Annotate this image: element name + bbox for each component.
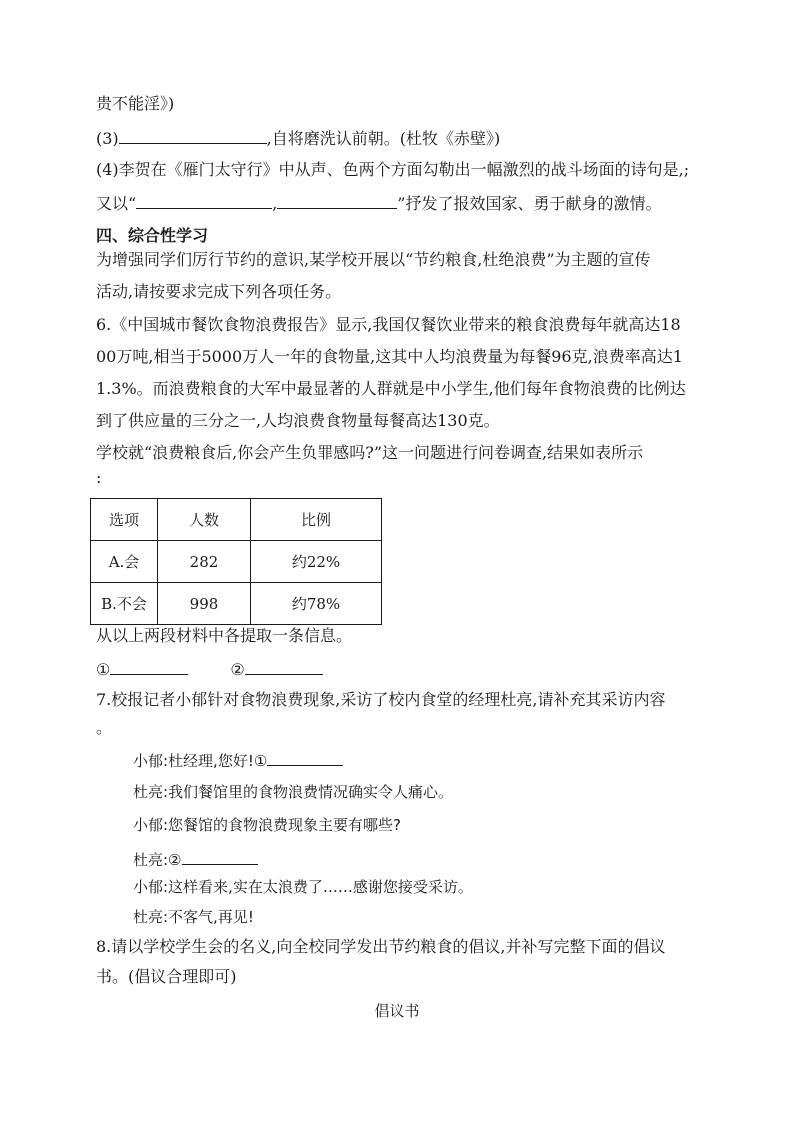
q6-line-3: 1.3%。而浪费粮食的大军中最显著的人群就是中小学生,他们每年食物浪费的比例达 — [96, 379, 686, 398]
dialog-line: 小郁:您餐馆的食物浪费现象主要有哪些? — [133, 816, 402, 834]
poem-blank-2[interactable] — [136, 192, 272, 209]
poem-line-2: (4)李贺在《雁门太守行》中从声、色两个方面勾勒出一幅激烈的战斗场面的诗句是,; — [96, 160, 690, 179]
intro-line-1: 为增强同学们厉行节约的意识,某学校开展以“节约粮食,杜绝浪费”为主题的宣传 — [96, 250, 651, 269]
dialog-blank-2[interactable] — [182, 848, 258, 865]
poem-line-3-suffix: ”抒发了报效国家、勇于献身的激情。 — [397, 194, 662, 213]
dialog-blank-1[interactable] — [267, 749, 343, 766]
poem-line-1-suffix: ,自将磨洗认前朝。(杜牧《赤壁》) — [266, 129, 501, 148]
poem-line-1-prefix: (3) — [96, 129, 119, 148]
poem-line-0: 贵不能淫》) — [96, 94, 175, 113]
extract-instruction: 从以上两段材料中各提取一条信息。 — [96, 626, 353, 645]
q7-line-2: 。 — [96, 718, 113, 737]
section-heading: 四、综合性学习 — [96, 226, 209, 245]
extract-marker-1: ① — [96, 660, 111, 679]
survey-table — [90, 498, 382, 625]
table-cell: B.不会 — [91, 583, 158, 625]
intro-line-2: 活动,请按要求完成下列各项任务。 — [96, 282, 342, 301]
table-cell: 282 — [158, 541, 251, 583]
poem-blank-1[interactable] — [119, 127, 267, 144]
table-cell: 998 — [158, 583, 251, 625]
survey-line-2: : — [96, 468, 102, 487]
table-cell: 约78% — [251, 583, 382, 625]
dialog-line: 杜亮:不客气,再见! — [133, 908, 254, 926]
dialog-line: 小郁:这样看来,实在太浪费了……感谢您接受采访。 — [133, 878, 473, 896]
q6-line-2: 00万吨,相当于5000万人一年的食物量,这其中人均浪费量为每餐96克,浪费率高达1 — [96, 347, 683, 366]
table-header-cell: 人数 — [158, 499, 251, 541]
table-header-row — [91, 499, 382, 541]
dialog-line — [133, 749, 343, 771]
q7-line-1: 7.校报记者小郁针对食物浪费现象,采访了校内食堂的经理杜亮,请补充其采访内容 — [96, 690, 666, 709]
table-row — [91, 583, 382, 625]
table-row — [91, 541, 382, 583]
table-cell: 约22% — [251, 541, 382, 583]
q6-line-1: 6.《中国城市餐饮食物浪费报告》显示,我国仅餐饮业带来的粮食浪费每年就高达18 — [96, 315, 681, 334]
q8-line-2: 书。(倡议合理即可) — [96, 967, 237, 986]
survey-line-1: 学校就“浪费粮食后,你会产生负罪感吗?”这一问题进行问卷调查,结果如表所示 — [96, 443, 644, 462]
dialog-text: 小郁:杜经理,您好!① — [133, 752, 268, 770]
poem-line-3-sep: , — [272, 194, 278, 213]
q8-line-1: 8.请以学校学生会的名义,向全校同学发出节约粮食的倡议,并补写完整下面的倡议 — [96, 937, 666, 956]
table-header-cell: 选项 — [91, 499, 158, 541]
extract-blanks — [96, 658, 323, 680]
dialog-line: 杜亮:我们餐馆里的食物浪费情况确实令人痛心。 — [133, 783, 454, 801]
dialog-text: 杜亮:② — [133, 851, 182, 869]
q6-line-4: 到了供应量的三分之一,人均浪费食物量每餐高达130克。 — [96, 411, 500, 430]
extract-blank-1[interactable] — [110, 658, 188, 675]
proposal-title: 倡议书 — [374, 1002, 420, 1020]
extract-blank-2[interactable] — [245, 658, 323, 675]
table-header-cell: 比例 — [251, 499, 382, 541]
poem-line-1 — [96, 127, 500, 149]
poem-blank-3[interactable] — [277, 192, 397, 209]
table-cell: A.会 — [91, 541, 158, 583]
dialog-line — [133, 848, 258, 870]
extract-marker-2: ② — [230, 660, 245, 679]
poem-line-3-prefix: 又以“ — [96, 194, 137, 213]
poem-line-3 — [96, 192, 661, 214]
